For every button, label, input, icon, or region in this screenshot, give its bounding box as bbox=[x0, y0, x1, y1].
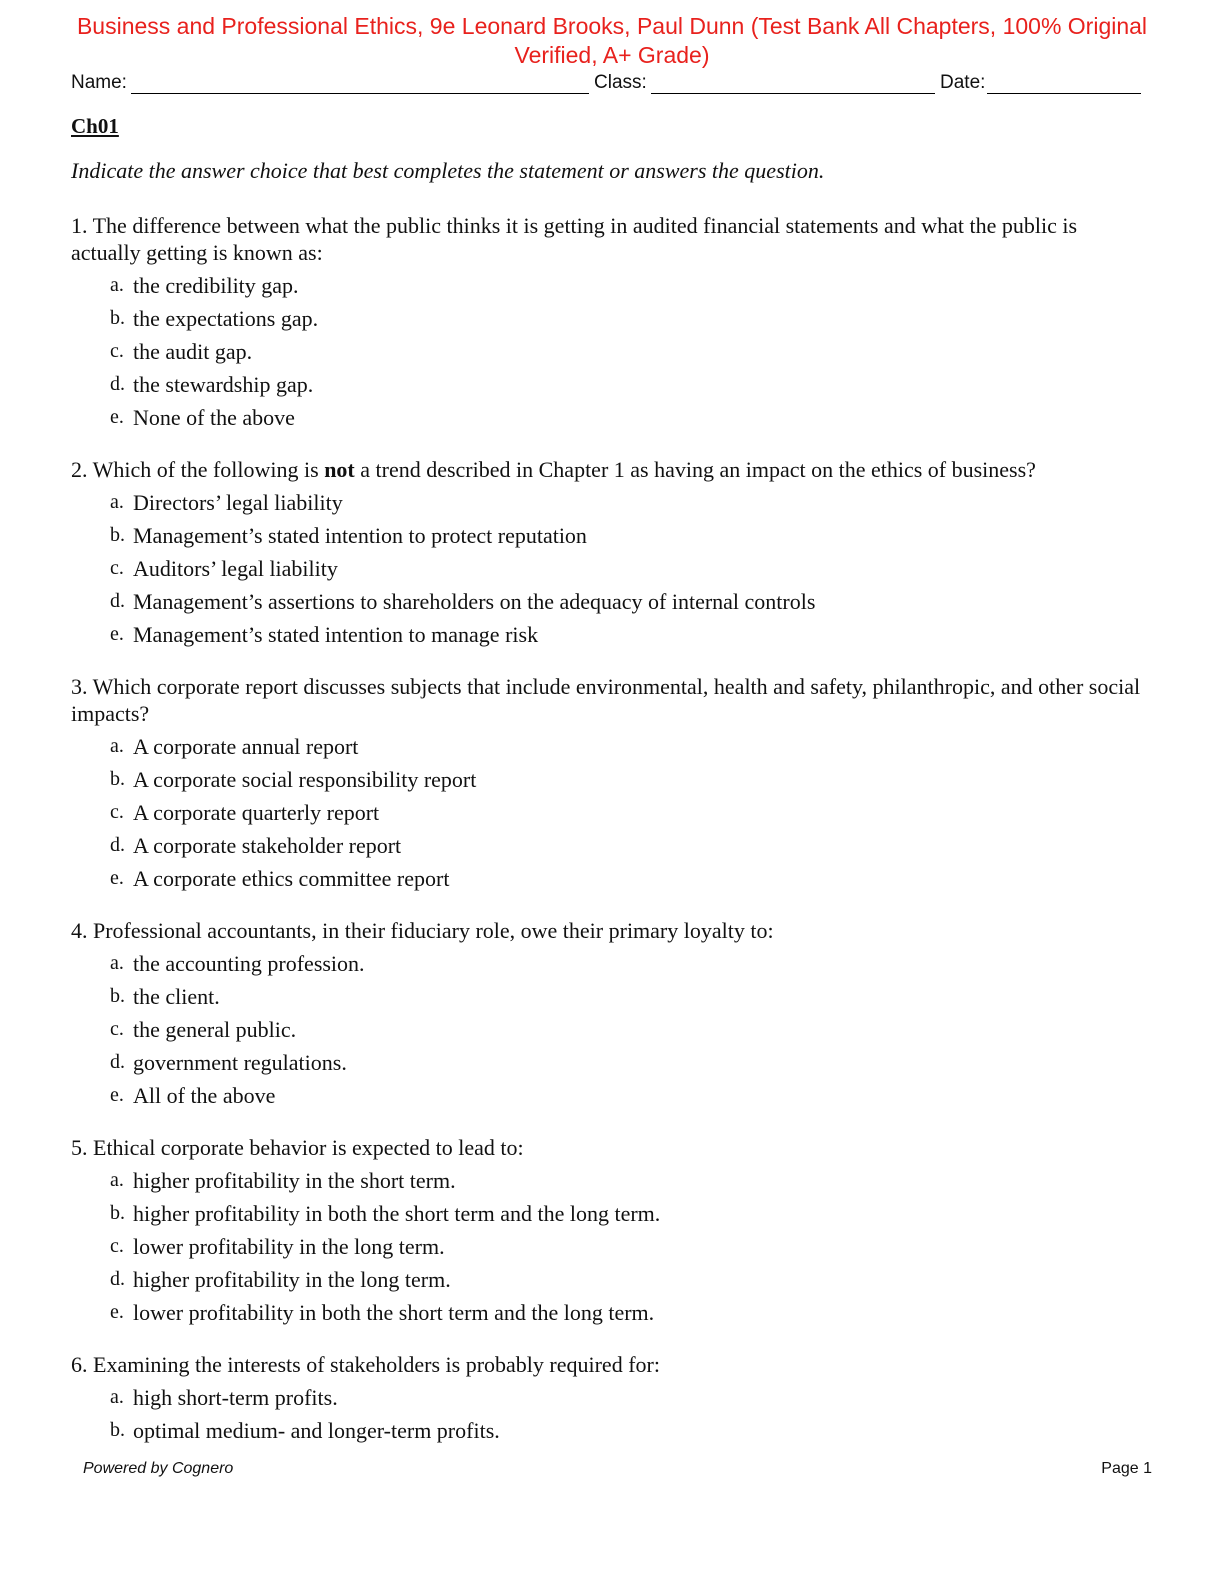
answer-option bbox=[71, 401, 1151, 434]
chapter-heading: Ch01 bbox=[71, 114, 119, 138]
answer-option bbox=[71, 519, 1151, 552]
option-letter: a. bbox=[110, 1386, 124, 1408]
option-letter: a. bbox=[110, 952, 124, 974]
option-letter: b. bbox=[110, 524, 125, 546]
banner-line-1: Business and Professional Ethics, 9e Leonard Brooks, Paul Dunn (Test Bank All Chapters, 100% Original bbox=[76, 13, 1148, 39]
question-text: Which corporate report discusses subjects that include environmental, health and safety, philanthropic, and other social impacts? bbox=[71, 674, 1141, 726]
title-banner bbox=[30, 12, 1194, 70]
name-blank-line bbox=[131, 93, 589, 94]
option-letter: b. bbox=[110, 1419, 125, 1441]
answer-option bbox=[71, 980, 1151, 1013]
option-letter: c. bbox=[110, 557, 124, 579]
option-letter: d. bbox=[110, 373, 125, 395]
question-3 bbox=[71, 673, 1151, 895]
question-text-after: a trend described in Chapter 1 as having an impact on the ethics of business? bbox=[354, 457, 1036, 482]
question-text: Ethical corporate behavior is expected to lead to: bbox=[93, 1135, 524, 1160]
question-number: 1. bbox=[71, 213, 88, 238]
option-letter: c. bbox=[110, 801, 124, 823]
answer-option bbox=[71, 269, 1151, 302]
question-text-emphasis: not bbox=[324, 457, 355, 482]
option-text: the client. bbox=[133, 984, 220, 1009]
option-letter: e. bbox=[110, 406, 124, 428]
option-letter: d. bbox=[110, 1268, 125, 1290]
option-text: the general public. bbox=[133, 1017, 297, 1042]
question-text: Professional accountants, in their fiduciary role, owe their primary loyalty to: bbox=[93, 918, 774, 943]
option-text: lower profitability in both the short term and the long term. bbox=[133, 1300, 655, 1325]
answer-option bbox=[71, 1046, 1151, 1079]
answer-option bbox=[71, 1164, 1151, 1197]
option-letter: b. bbox=[110, 768, 125, 790]
option-letter: d. bbox=[110, 1051, 125, 1073]
option-text: the credibility gap. bbox=[133, 273, 299, 298]
powered-by-footer: Powered by Cognero bbox=[83, 1460, 234, 1477]
answer-option bbox=[71, 1197, 1151, 1230]
answer-option bbox=[71, 1296, 1151, 1329]
answer-option bbox=[71, 552, 1151, 585]
option-letter: e. bbox=[110, 1301, 124, 1323]
class-blank-line bbox=[651, 93, 935, 94]
answer-option bbox=[71, 1230, 1151, 1263]
option-text: the audit gap. bbox=[133, 339, 253, 364]
option-text: the accounting profession. bbox=[133, 951, 365, 976]
option-text: Management’s stated intention to protect reputation bbox=[133, 523, 587, 548]
question-4 bbox=[71, 917, 1151, 1112]
option-text: A corporate annual report bbox=[133, 734, 359, 759]
option-letter: b. bbox=[110, 985, 125, 1007]
option-letter: c. bbox=[110, 1018, 124, 1040]
answer-option bbox=[71, 862, 1151, 895]
answer-option bbox=[71, 618, 1151, 651]
question-6 bbox=[71, 1351, 1151, 1447]
instructions: Indicate the answer choice that best completes the statement or answers the question. bbox=[71, 158, 825, 183]
option-text: Management’s stated intention to manage risk bbox=[133, 622, 539, 647]
option-letter: e. bbox=[110, 867, 124, 889]
answer-option bbox=[71, 585, 1151, 618]
option-letter: b. bbox=[110, 307, 125, 329]
option-letter: a. bbox=[110, 1169, 124, 1191]
option-text: government regulations. bbox=[133, 1050, 347, 1075]
answer-option bbox=[71, 302, 1151, 335]
question-text: Examining the interests of stakeholders is probably required for: bbox=[93, 1352, 660, 1377]
question-stem bbox=[71, 1134, 1151, 1161]
answer-option bbox=[71, 829, 1151, 862]
answer-option bbox=[71, 730, 1151, 763]
question-number: 4. bbox=[71, 918, 88, 943]
option-letter: c. bbox=[110, 1235, 124, 1257]
option-text: lower profitability in the long term. bbox=[133, 1234, 445, 1259]
option-letter: d. bbox=[110, 834, 125, 856]
option-text: None of the above bbox=[133, 405, 295, 430]
page-number: Page 1 bbox=[1101, 1460, 1152, 1477]
option-text: Directors’ legal liability bbox=[133, 490, 343, 515]
option-text: higher profitability in the long term. bbox=[133, 1267, 451, 1292]
option-text: Auditors’ legal liability bbox=[133, 556, 338, 581]
answer-option bbox=[71, 763, 1151, 796]
question-stem bbox=[71, 917, 1151, 944]
date-label: Date: bbox=[940, 72, 986, 93]
question-5 bbox=[71, 1134, 1151, 1329]
question-stem bbox=[71, 673, 1151, 727]
option-text: A corporate ethics committee report bbox=[133, 866, 450, 891]
option-letter: a. bbox=[110, 491, 124, 513]
option-text: higher profitability in both the short term and the long term. bbox=[133, 1201, 661, 1226]
option-text: A corporate quarterly report bbox=[133, 800, 380, 825]
question-number: 5. bbox=[71, 1135, 88, 1160]
option-letter: e. bbox=[110, 1084, 124, 1106]
option-text: higher profitability in the short term. bbox=[133, 1168, 456, 1193]
answer-option bbox=[71, 1414, 1151, 1447]
answer-option bbox=[71, 486, 1151, 519]
question-stem bbox=[71, 1351, 1151, 1378]
answer-option bbox=[71, 1381, 1151, 1414]
option-letter: a. bbox=[110, 274, 124, 296]
name-label: Name: bbox=[71, 72, 127, 93]
option-text: high short-term profits. bbox=[133, 1385, 338, 1410]
option-letter: d. bbox=[110, 590, 125, 612]
student-info-header bbox=[71, 72, 1141, 98]
date-blank-line bbox=[987, 93, 1141, 94]
option-text: the expectations gap. bbox=[133, 306, 319, 331]
question-text: The difference between what the public thinks it is getting in audited financial statements and what the public is actually getting is known as: bbox=[71, 213, 1078, 265]
question-text-before: Which of the following is bbox=[92, 457, 325, 482]
question-stem bbox=[71, 212, 1151, 266]
question-1 bbox=[71, 212, 1151, 434]
question-number: 6. bbox=[71, 1352, 88, 1377]
answer-option bbox=[71, 1013, 1151, 1046]
option-letter: a. bbox=[110, 735, 124, 757]
option-text: A corporate stakeholder report bbox=[133, 833, 402, 858]
option-text: All of the above bbox=[133, 1083, 276, 1108]
answer-option bbox=[71, 335, 1151, 368]
answer-option bbox=[71, 796, 1151, 829]
option-text: Management’s assertions to shareholders on the adequacy of internal controls bbox=[133, 589, 816, 614]
question-2 bbox=[71, 456, 1151, 651]
option-text: the stewardship gap. bbox=[133, 372, 314, 397]
option-letter: e. bbox=[110, 623, 124, 645]
option-text: optimal medium- and longer-term profits. bbox=[133, 1418, 500, 1443]
question-list bbox=[71, 212, 1151, 1469]
banner-line-2: Verified, A+ Grade) bbox=[514, 42, 710, 68]
option-letter: c. bbox=[110, 340, 124, 362]
answer-option bbox=[71, 1079, 1151, 1112]
option-text: A corporate social responsibility report bbox=[133, 767, 477, 792]
answer-option bbox=[71, 1263, 1151, 1296]
question-number: 3. bbox=[71, 674, 88, 699]
question-stem bbox=[71, 456, 1151, 483]
question-number: 2. bbox=[71, 457, 88, 482]
answer-option bbox=[71, 947, 1151, 980]
answer-option bbox=[71, 368, 1151, 401]
class-label: Class: bbox=[594, 72, 647, 93]
option-letter: b. bbox=[110, 1202, 125, 1224]
